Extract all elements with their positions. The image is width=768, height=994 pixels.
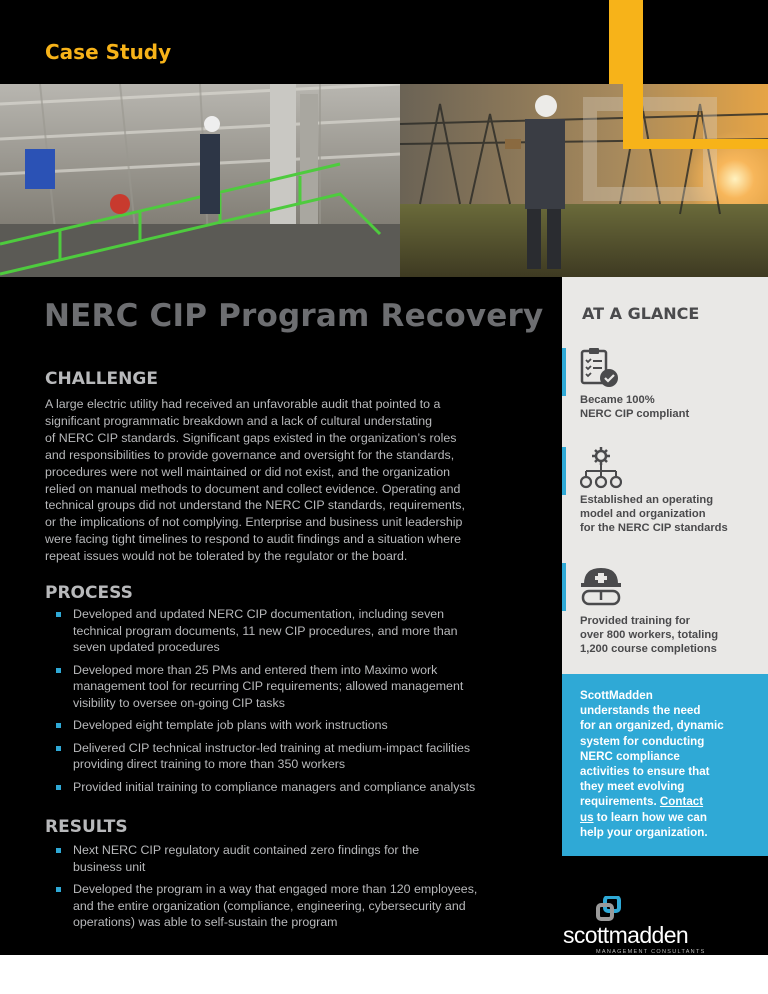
contact-us-link[interactable]: Contact <box>659 795 704 809</box>
process-item <box>45 740 530 773</box>
glance-item-operating-model <box>580 493 760 535</box>
process-item-line: visibility to oversee on-going CIP tasks <box>73 695 285 710</box>
process-item <box>45 662 530 712</box>
glance-item-line: 1,200 course completions <box>580 643 717 655</box>
process-item-line: seven updated procedures <box>73 640 220 654</box>
results-item-line: operations) was able to self-sustain the program <box>73 915 338 929</box>
hero-photo <box>0 84 768 277</box>
results-item <box>45 842 530 875</box>
challenge-line: technical groups did not understand the NERC CIP standards, requirements, <box>45 498 465 513</box>
challenge-line: of NERC CIP standards. Significant gaps existed in the organization’s roles <box>45 430 457 445</box>
glance-item-line: Established an operating <box>580 494 714 506</box>
glance-accent-bar <box>562 563 566 611</box>
glance-item-line: NERC CIP compliant <box>580 408 690 420</box>
callout-line-text: requirements. <box>580 795 657 809</box>
process-heading: PROCESS <box>45 583 133 603</box>
logo-mark-icon <box>595 896 625 922</box>
at-a-glance-sidebar <box>562 277 768 856</box>
process-item <box>45 606 530 656</box>
org-chart-gear-icon <box>580 447 622 496</box>
challenge-line: procedures were not well maintained or did not exist, and the organization <box>45 464 451 479</box>
challenge-line: A large electric utility had received an unfavorable audit that pointed to a <box>45 397 441 411</box>
glance-item-line: over 800 workers, totaling <box>580 629 719 641</box>
callout-line: system for conducting <box>580 734 705 748</box>
challenge-heading: CHALLENGE <box>45 369 158 389</box>
results-list <box>45 842 530 937</box>
glance-item-compliant <box>580 393 760 421</box>
callout-line: they meet evolving <box>580 780 685 794</box>
callout-line-text: to learn how we can <box>593 810 707 824</box>
results-item-line: Next NERC CIP regulatory audit contained zero findings for the <box>73 843 420 857</box>
case-study-label: Case Study <box>45 40 172 64</box>
process-item-line: Developed and updated NERC CIP documentation, including seven <box>73 607 445 621</box>
glance-item-training <box>580 614 760 656</box>
process-item-line: Developed eight template job plans with work instructions <box>73 718 388 732</box>
process-item-line: management tool for recurring CIP requirements; allowed management <box>73 679 464 693</box>
results-item-line: and the entire organization (compliance, engineering, cybersecurity and <box>73 898 466 913</box>
glance-item-line: for the NERC CIP standards <box>580 522 728 534</box>
hardhat-goggles-icon <box>580 564 624 613</box>
page-margin-bottom <box>0 955 768 994</box>
glance-accent-bar <box>562 348 566 396</box>
callout-line: understands the need <box>580 704 701 718</box>
callout-text <box>580 688 755 840</box>
process-item-line: Provided initial training to compliance managers and compliance analysts <box>73 779 476 794</box>
challenge-line: significant programmatic breakdown and a lack of cultural understating <box>45 413 433 428</box>
challenge-line: or the implications of not complying. Enterprise and business unit leadership <box>45 515 463 530</box>
contact-callout <box>562 674 768 856</box>
brand-accent-bar <box>609 0 643 84</box>
results-heading: RESULTS <box>45 817 128 837</box>
contact-us-link-cont[interactable]: us <box>580 810 594 824</box>
process-item <box>45 779 530 796</box>
scottmadden-logo <box>563 894 763 956</box>
challenge-line: repeat issues would not be tolerated by the regulator or the board. <box>45 549 408 564</box>
logo-tagline: MANAGEMENT CONSULTANTS <box>596 949 706 955</box>
challenge-line: were facing tight timelines to respond to audit findings and a situation where <box>45 532 462 547</box>
glance-item-line: Became 100% <box>580 394 655 406</box>
page-title: NERC CIP Program Recovery <box>44 298 544 334</box>
results-item-line: Developed the program in a way that engaged more than 120 employees, <box>73 882 478 896</box>
callout-line: NERC compliance <box>580 749 680 763</box>
callout-line: help your organization. <box>580 825 708 839</box>
challenge-paragraph <box>45 396 525 565</box>
glance-item-line: model and organization <box>580 508 706 520</box>
challenge-line: and responsibilities to provide governance and oversight for the standards, <box>45 447 455 462</box>
process-item-line: Delivered CIP technical instructor-led training at medium-impact facilities <box>73 740 471 755</box>
results-item-line: business unit <box>73 859 146 874</box>
process-item-line: providing direct training to more than 350 workers <box>73 757 346 771</box>
glance-item-line: Provided training for <box>580 615 691 627</box>
callout-line <box>580 794 755 809</box>
callout-line: activities to ensure that <box>580 765 710 779</box>
callout-line: for an organized, dynamic <box>580 719 724 733</box>
checklist-icon <box>580 347 620 394</box>
results-item <box>45 881 530 931</box>
process-item <box>45 717 530 734</box>
callout-line <box>580 810 755 825</box>
glance-accent-bar <box>562 447 566 495</box>
logo-wordmark: scottmadden <box>563 922 689 948</box>
process-list <box>45 606 530 801</box>
callout-line: ScottMadden <box>580 689 653 702</box>
process-item-line: technical program documents, 11 new CIP procedures, and more than <box>73 623 458 638</box>
challenge-line: relied on manual methods to document and collect evidence. Operating and <box>45 481 461 496</box>
process-item-line: Developed more than 25 PMs and entered them into Maximo work <box>73 662 438 677</box>
glance-title: AT A GLANCE <box>582 304 700 323</box>
